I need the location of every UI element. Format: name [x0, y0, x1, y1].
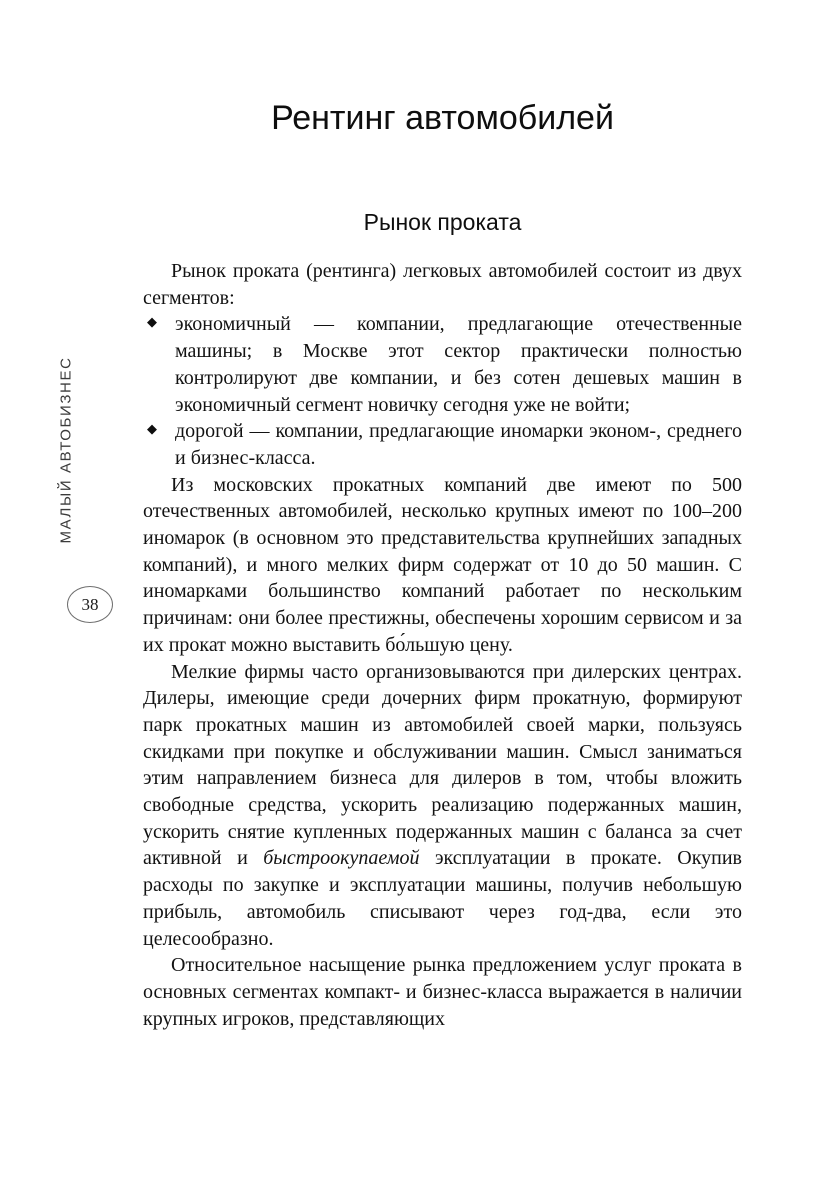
- sidebar-series-label: МАЛЫЙ АВТОБИЗНЕС: [57, 356, 75, 544]
- list-item-text: экономичный — компании, предлагающие отечественные машины; в Москве этот сектор практически полностью контролируют две компании, и без сотен дешевых машин в экономичный сегмент новичку сегодня уже не войти;: [175, 313, 742, 416]
- page-number-badge: [67, 586, 113, 623]
- content-area: [143, 0, 742, 1032]
- italic-term: быстроокупаемой: [263, 847, 420, 870]
- list-item: [143, 418, 742, 471]
- intro-paragraph: Рынок проката (рентинга) легковых автомобилей состоит из двух сегментов:: [143, 260, 742, 309]
- page-title: Рентинг автомобилей: [271, 99, 614, 137]
- section-heading: Рынок проката: [363, 209, 522, 235]
- paragraph-market: Из московских прокатных компаний две имеют по 500 отечественных автомобилей, несколько крупных имеют по 100–200 иномарок (в основном это представительства крупнейших западных компаний), и много мелких фирм содержат от 10 до 50 машин. С иномарками большинство компаний работает по нескольким причинам: они более престижны, обеспечены хорошим сервисом и за их прокат можно выставить бо́льшую цену.: [143, 473, 742, 656]
- paragraph-saturation: Относительное насыщение рынка предложением услуг проката в основных сегментах компакт- и бизнес-класса выражается в наличии крупных игроков, представляющих: [143, 954, 742, 1030]
- body-text: [143, 258, 742, 1032]
- paragraph-dealers-text: Мелкие фирмы часто организовываются при дилерских центрах. Дилеры, имеющие среди дочерних фирм прокатную, формируют парк прокатных машин из автомобилей своей марки, пользуясь скидками при покупке и обслуживании машин. Смысл заниматься этим направлением бизнеса для дилеров в том, чтобы вложить свободные средства, ускорить реализацию подержанных машин, ускорить снятие купленных подержанных машин с баланса за счет активной и: [143, 660, 742, 870]
- page-number: 38: [81, 594, 99, 614]
- diamond-bullet-icon: ◆: [147, 422, 157, 438]
- paragraph-dealers: [143, 659, 742, 953]
- list-item: [143, 311, 742, 418]
- segment-list: [143, 311, 742, 471]
- diamond-bullet-icon: ◆: [147, 315, 157, 331]
- paragraph-dealers-text: эксплуатации в прокате. Окупив расходы по закупке и эксплуатации машины, получив небольшую прибыль, автомобиль списывают через год-два, если это целесообразно.: [143, 847, 742, 950]
- list-item-text: дорогой — компании, предлагающие иномарки эконом-, среднего и бизнес-класса.: [175, 420, 742, 469]
